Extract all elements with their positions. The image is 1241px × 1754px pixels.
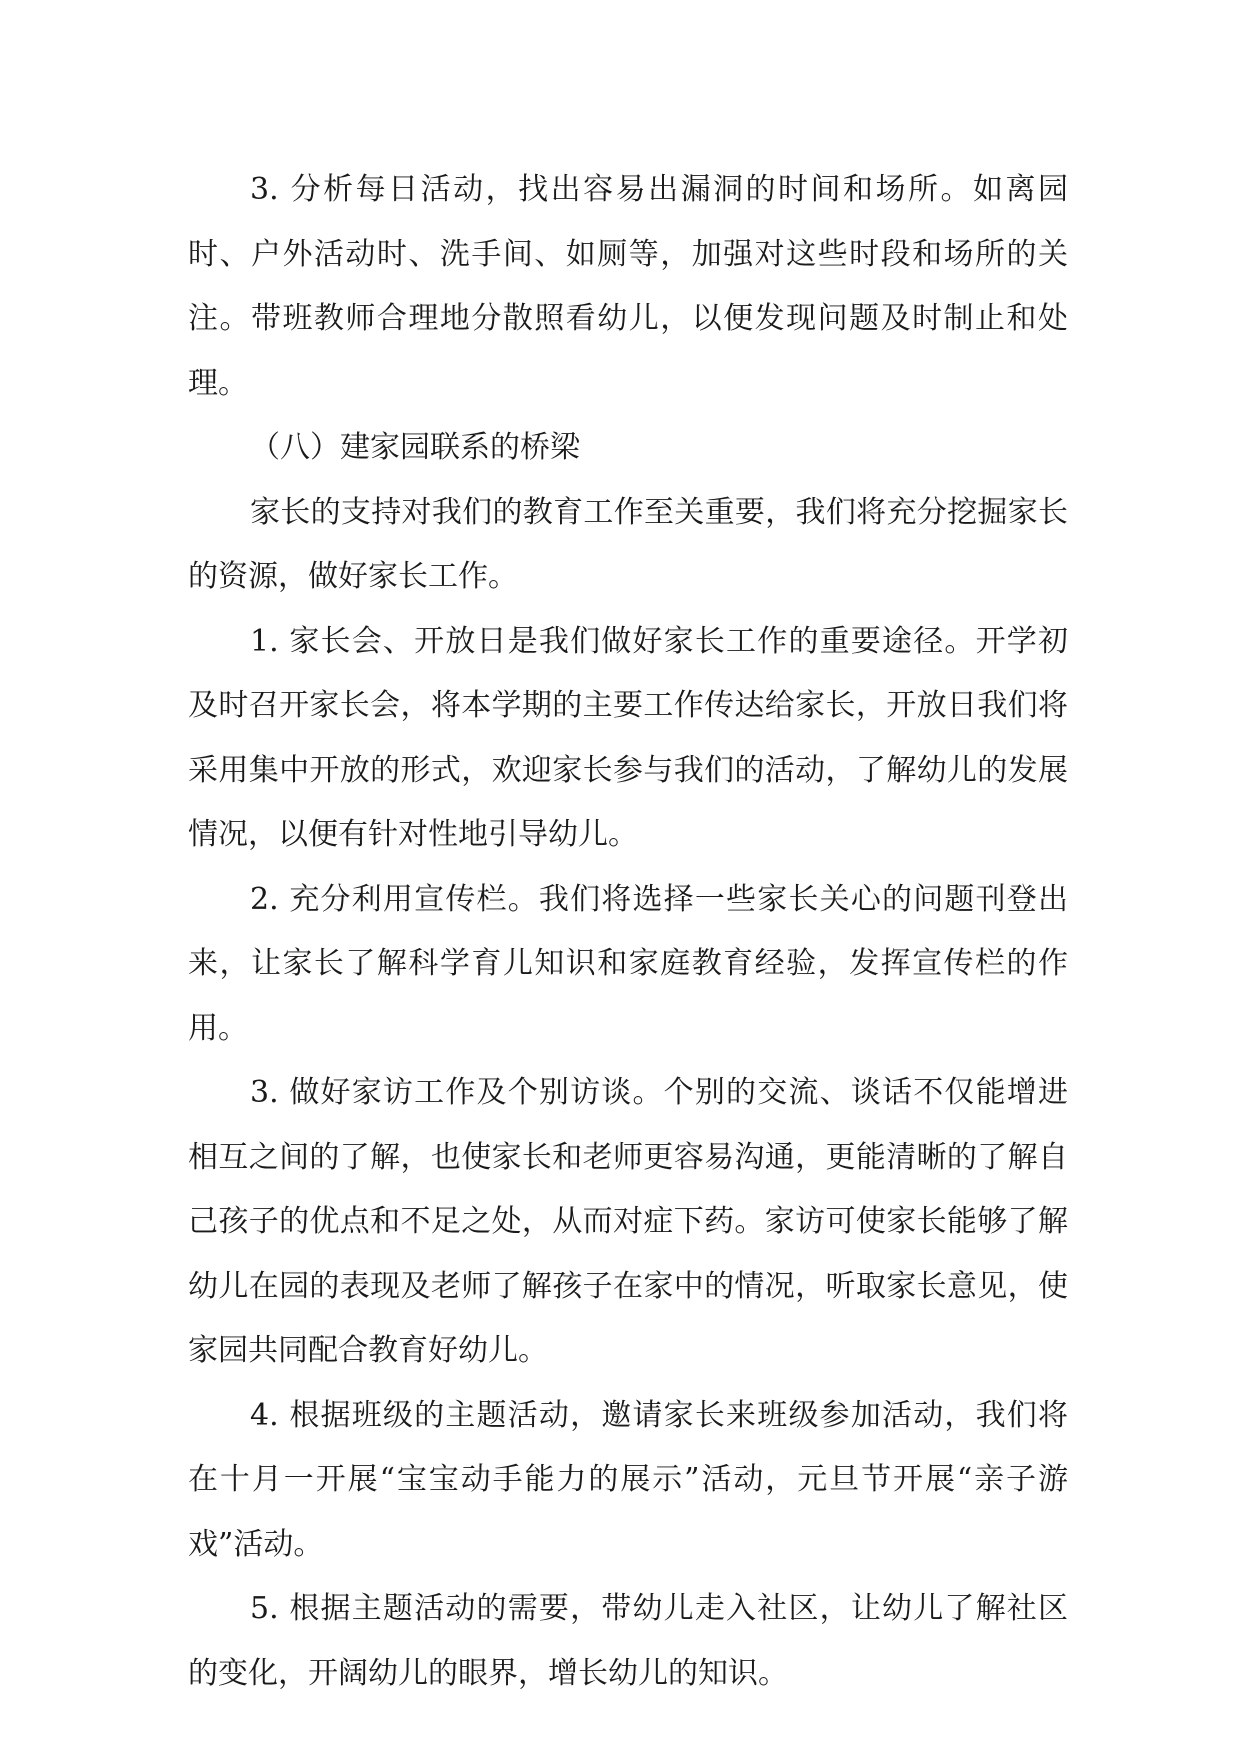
- paragraph-safety-analysis: 3. 分析每日活动，找出容易出漏洞的时间和场所。如离园时、户外活动时、洗手间、如厕等，加强对这些时段和场所的关注。带班教师合理地分散照看幼儿，以便发现问题及时制止和处理。: [188, 172, 1068, 401]
- paragraph-bulletin-board: 2. 充分利用宣传栏。我们将选择一些家长关心的问题刊登出来，让家长了解科学育儿知识和家庭教育经验，发挥宣传栏的作用。: [188, 881, 1068, 1046]
- document-body: [188, 158, 1068, 1706]
- paragraph-theme-activities: 4. 根据班级的主题活动，邀请家长来班级参加活动，我们将在十月一开展“宝宝动手能力的展示”活动，元旦节开展“亲子游戏”活动。: [188, 1397, 1068, 1562]
- paragraph-community: 5. 根据主题活动的需要，带幼儿走入社区，让幼儿了解社区的变化，开阔幼儿的眼界，增长幼儿的知识。: [188, 1591, 1068, 1691]
- paragraph-home-visits: 3. 做好家访工作及个别访谈。个别的交流、谈话不仅能增进相互之间的了解，也使家长和老师更容易沟通，更能清晰的了解自己孩子的优点和不足之处，从而对症下药。家访可使家长能够了解幼儿在园的表现及老师了解孩子在家中的情况，听取家长意见，使家园共同配合教育好幼儿。: [188, 1075, 1068, 1368]
- paragraph-parent-support: 家长的支持对我们的教育工作至关重要，我们将充分挖掘家长的资源，做好家长工作。: [188, 494, 1068, 594]
- section-heading-home-school: （八）建家园联系的桥梁: [250, 430, 580, 465]
- paragraph-parent-meeting: 1. 家长会、开放日是我们做好家长工作的重要途径。开学初及时召开家长会，将本学期的主要工作传达给家长，开放日我们将采用集中开放的形式，欢迎家长参与我们的活动，了解幼儿的发展情况，以便有针对性地引导幼儿。: [188, 623, 1068, 852]
